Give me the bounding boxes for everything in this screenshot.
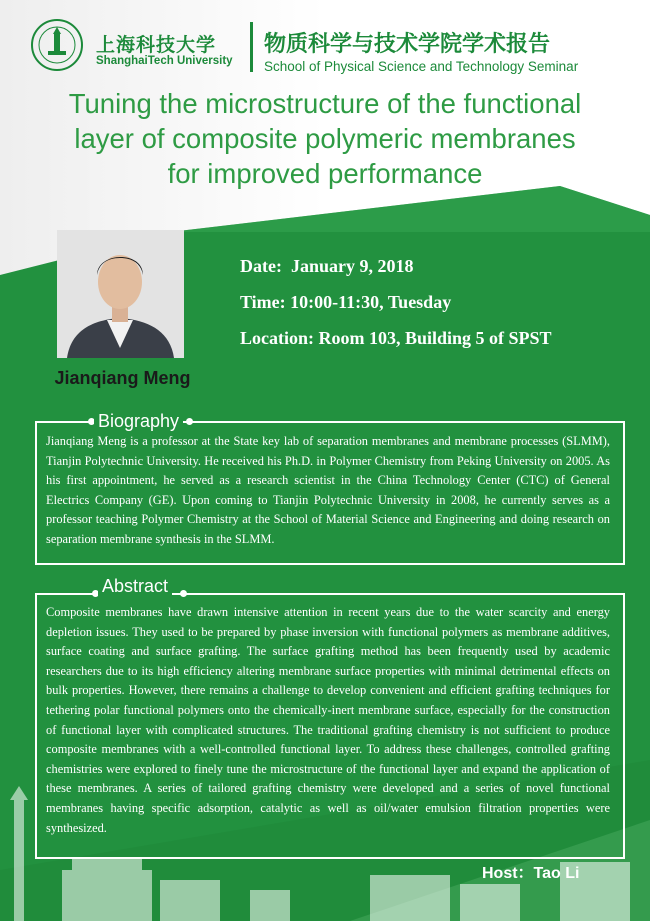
- school-name-en: School of Physical Science and Technology Seminar: [264, 59, 579, 74]
- seminar-title: [20, 86, 630, 191]
- university-seal-icon: [30, 18, 84, 72]
- biography-text: Jianqiang Meng is a professor at the State key lab of separation membranes and membrane processes (SLMM), Tianjin Polytechnic University. He received his Ph.D. in Polymer Chemistry from Peking University on 2005. As his first appointment, he served as a research scientist in the China Technology Center (CTC) of General Electrics Company (GE). Upon coming to Tianjin Polytechnic University in 2008, he currently serves as a professor teaching Polymer Chemistry at the School of Material Science and Engineering and doing research on separation membrane synthesis in the SLMM.: [46, 434, 610, 546]
- host-name: Host：Tao Li: [482, 865, 580, 882]
- bullet-dot: [186, 418, 193, 425]
- biography-label: Biography: [94, 411, 183, 432]
- person-icon: [57, 230, 184, 358]
- university-name-en: ShanghaiTech University: [96, 55, 233, 67]
- university-name-cn: 上海科技大学: [96, 34, 217, 56]
- event-date: Date: January 9, 2018: [240, 256, 414, 276]
- title-line: for improved performance: [167, 158, 483, 189]
- abstract-label: Abstract: [98, 576, 172, 597]
- bullet-dot: [180, 590, 187, 597]
- speaker-photo: [57, 230, 184, 358]
- event-location: Location: Room 103, Building 5 of SPST: [240, 328, 552, 348]
- title-line: Tuning the microstructure of the functional: [68, 88, 582, 119]
- school-name-cn: 物质科学与技术学院学术报告: [264, 32, 551, 57]
- event-time: Time: 10:00-11:30, Tuesday: [240, 292, 452, 312]
- speaker-name: Jianqiang Meng: [54, 368, 191, 388]
- abstract-text: Composite membranes have drawn intensive attention in recent years due to the water scarcity and energy depletion issues. They used to be prepared by phase inversion with functional polymers as membrane additives, surface coating and surface grafting. The surface grafting method has been frequently used by academic researchers due to its high efficiency altering membrane surface properties with minimal detrimental effects on bulk properties. However, there remains a challenge to develop convenient and efficient grafting techniques for tethering polar functional polymers onto the chemically-inert membrane surface, especially for the construction of functional layer with complicated structures. The traditional grafting chemistry is not sufficient to produce composite membranes with a well-controlled functional layer. To address these challenges, controlled grafting chemistries were explored to finely tune the microstructure of the functional layer and expand the application of these membranes. A series of tailored grafting chemistry were developed and a series of novel functional membranes having specific adsorption, catalytic as well as oil/water emulsion filtration properties were synthesized.: [46, 605, 610, 835]
- header-divider: [250, 22, 253, 72]
- header: [0, 0, 650, 90]
- title-line: layer of composite polymeric membranes: [74, 123, 576, 154]
